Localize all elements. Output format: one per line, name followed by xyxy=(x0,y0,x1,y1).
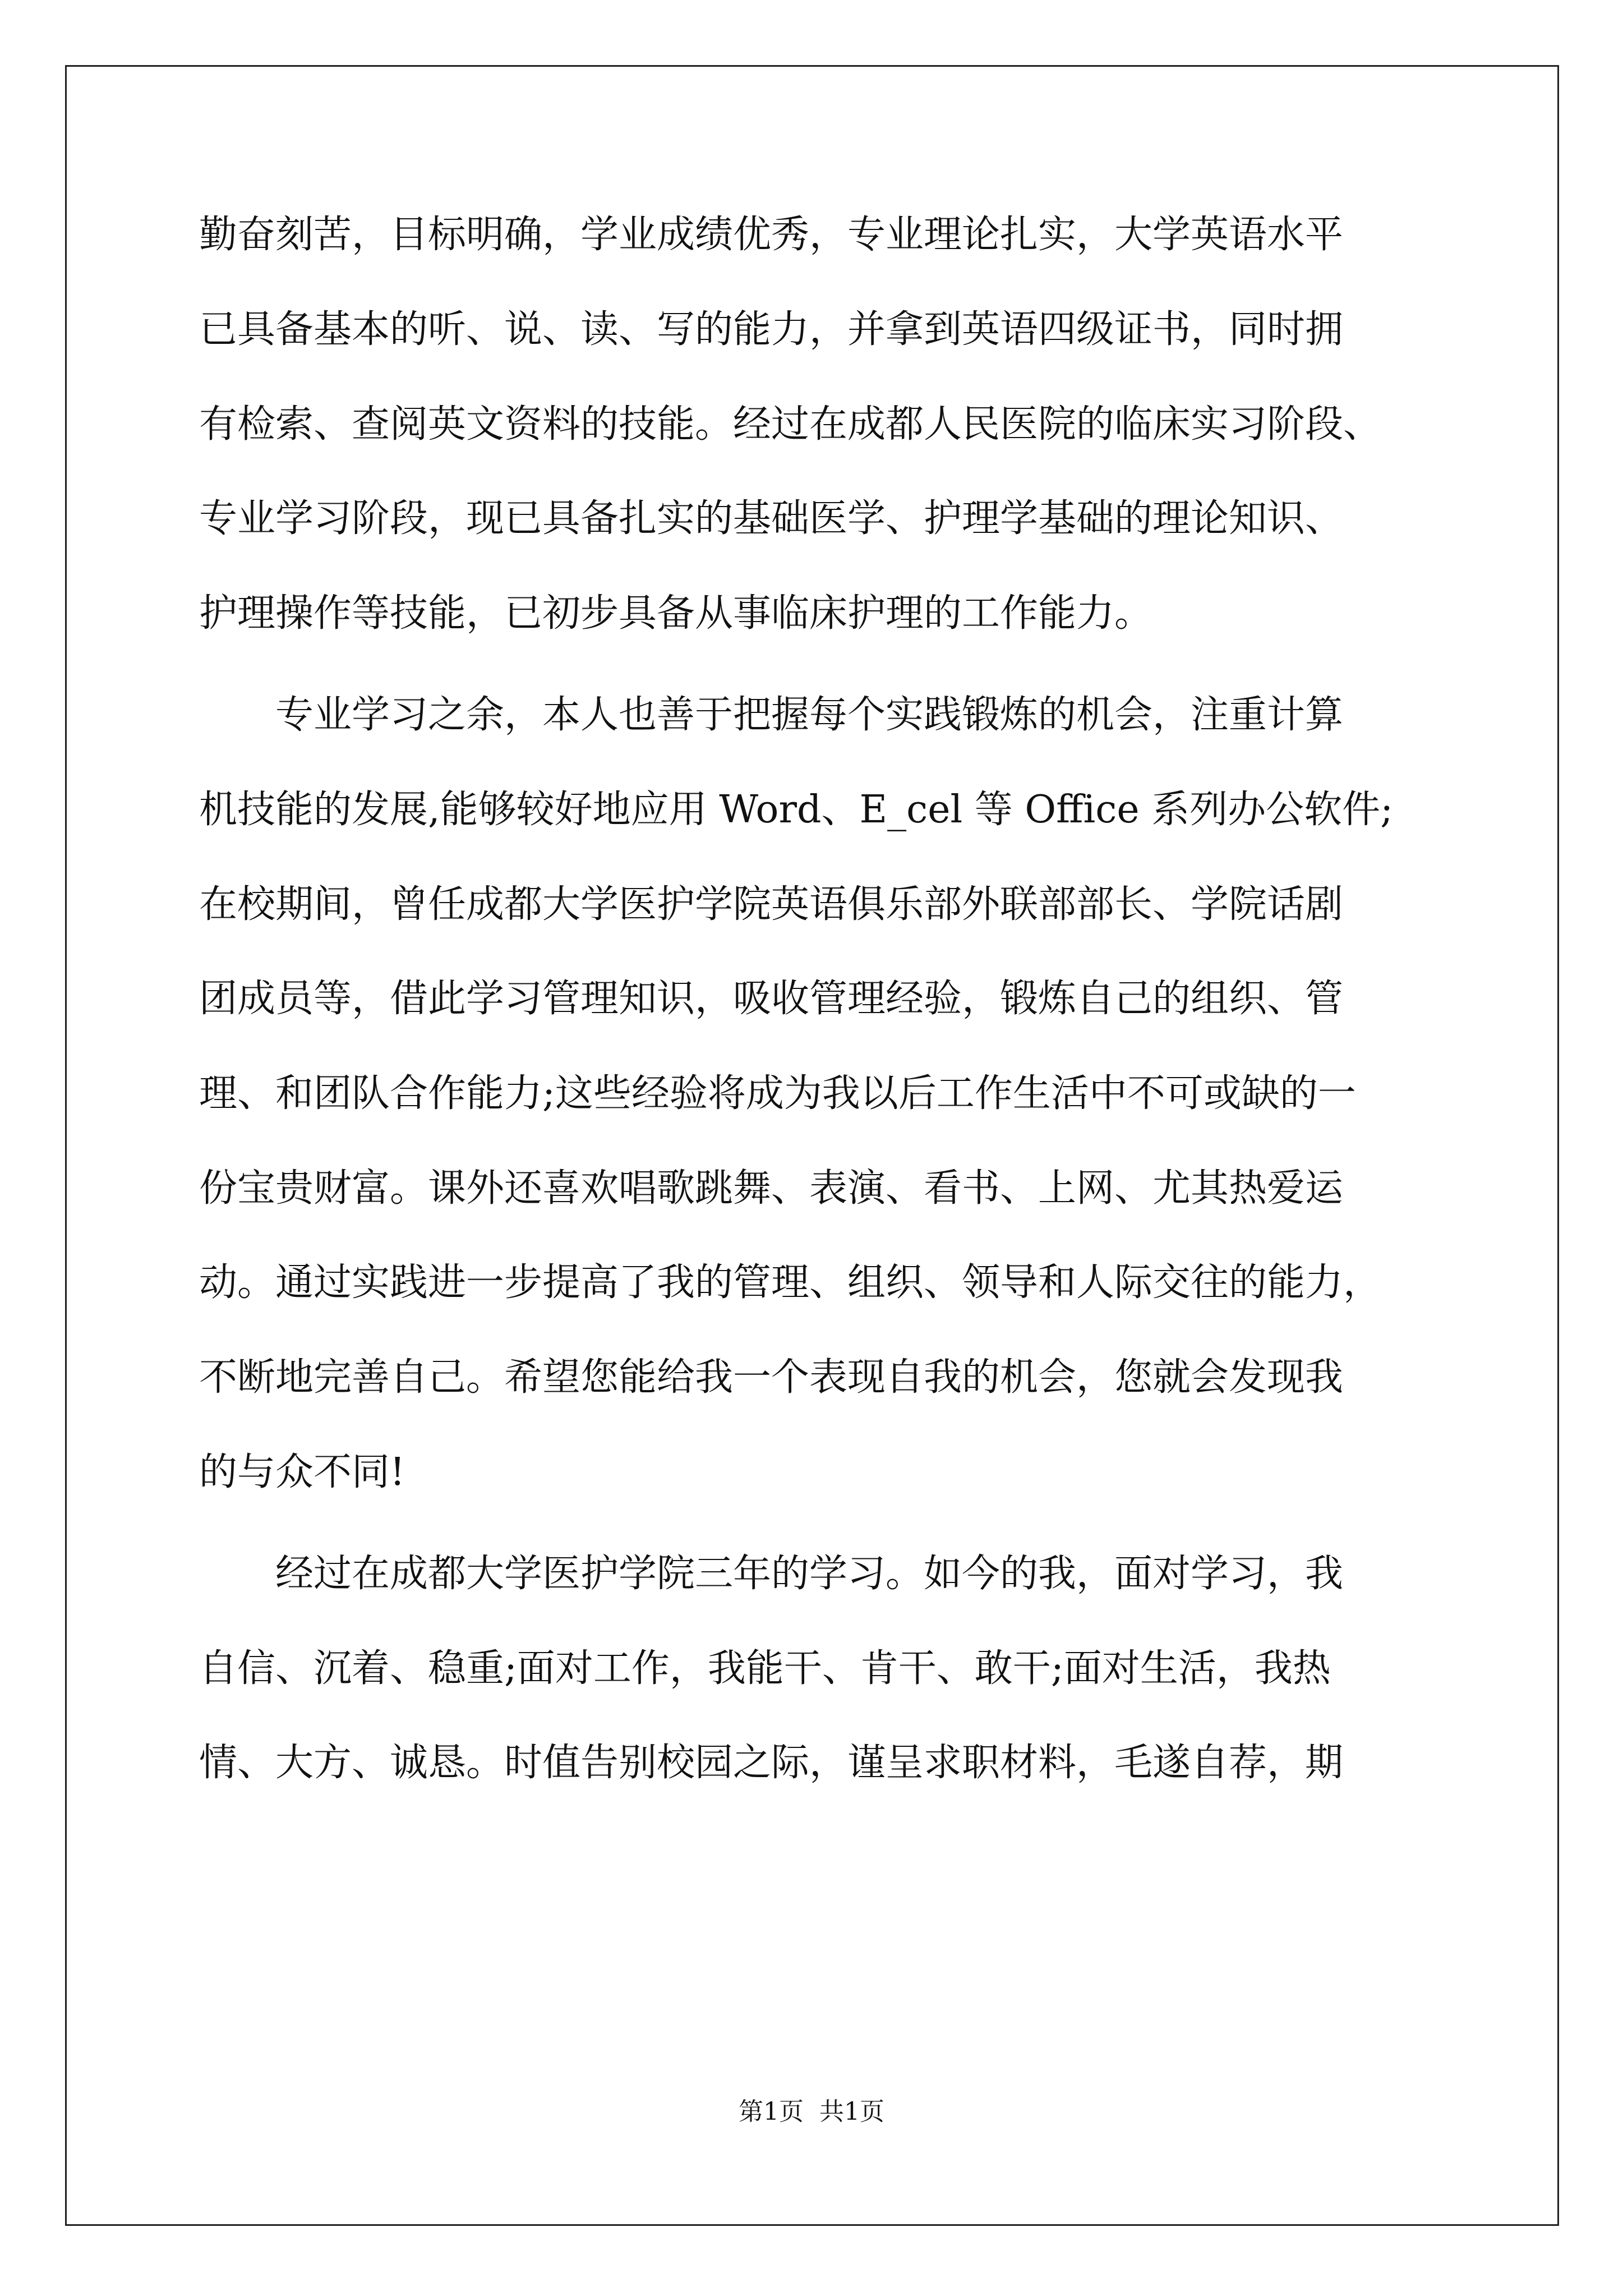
page-border xyxy=(65,65,1559,2226)
body-line-16: 自信、沉着、稳重;面对工作，我能干、肯干、敢干;面对生活，我热 xyxy=(199,1646,1331,1691)
body-line-1: 勤奋刻苦，目标明确，学业成绩优秀，专业理论扎实，大学英语水平 xyxy=(199,213,1344,257)
body-line-7: 机技能的发展,能够较好地应用 Word、E_cel 等 Office 系列办公软件; xyxy=(199,788,1394,832)
body-line-5: 护理操作等技能，已初步具备从事临床护理的工作能力。 xyxy=(199,591,1153,636)
page-number-footer: 第1页 共1页 xyxy=(739,2097,884,2126)
body-line-15: 经过在成都大学医护学院三年的学习。如今的我，面对学习，我 xyxy=(199,1552,1344,1596)
body-line-6: 专业学习之余，本人也善于把握每个实践锻炼的机会，注重计算 xyxy=(199,693,1344,737)
body-line-8: 在校期间，曾任成都大学医护学院英语俱乐部外联部部长、学院话剧 xyxy=(199,882,1344,927)
body-line-9: 团成员等，借此学习管理知识，吸收管理经验，锻炼自己的组织、管 xyxy=(199,977,1344,1021)
body-line-2: 已具备基本的听、说、读、写的能力，并拿到英语四级证书，同时拥 xyxy=(199,307,1344,352)
body-line-11: 份宝贵财富。课外还喜欢唱歌跳舞、表演、看书、上网、尤其热爱运 xyxy=(199,1166,1344,1211)
body-line-4: 专业学习阶段，现已具备扎实的基础医学、护理学基础的理论知识、 xyxy=(199,496,1344,541)
body-line-14: 的与众不同! xyxy=(199,1450,405,1494)
body-line-10: 理、和团队合作能力;这些经验将成为我以后工作生活中不可或缺的一 xyxy=(199,1071,1356,1116)
body-line-3: 有检索、查阅英文资料的技能。经过在成都人民医院的临床实习阶段、 xyxy=(199,402,1382,447)
body-line-13: 不断地完善自己。希望您能给我一个表现自我的机会，您就会发现我 xyxy=(199,1355,1344,1400)
body-line-12: 动。通过实践进一步提高了我的管理、组织、领导和人际交往的能力， xyxy=(199,1260,1382,1305)
body-line-17: 情、大方、诚恳。时值告别校园之际，谨呈求职材料，毛遂自荐，期 xyxy=(199,1741,1344,1785)
